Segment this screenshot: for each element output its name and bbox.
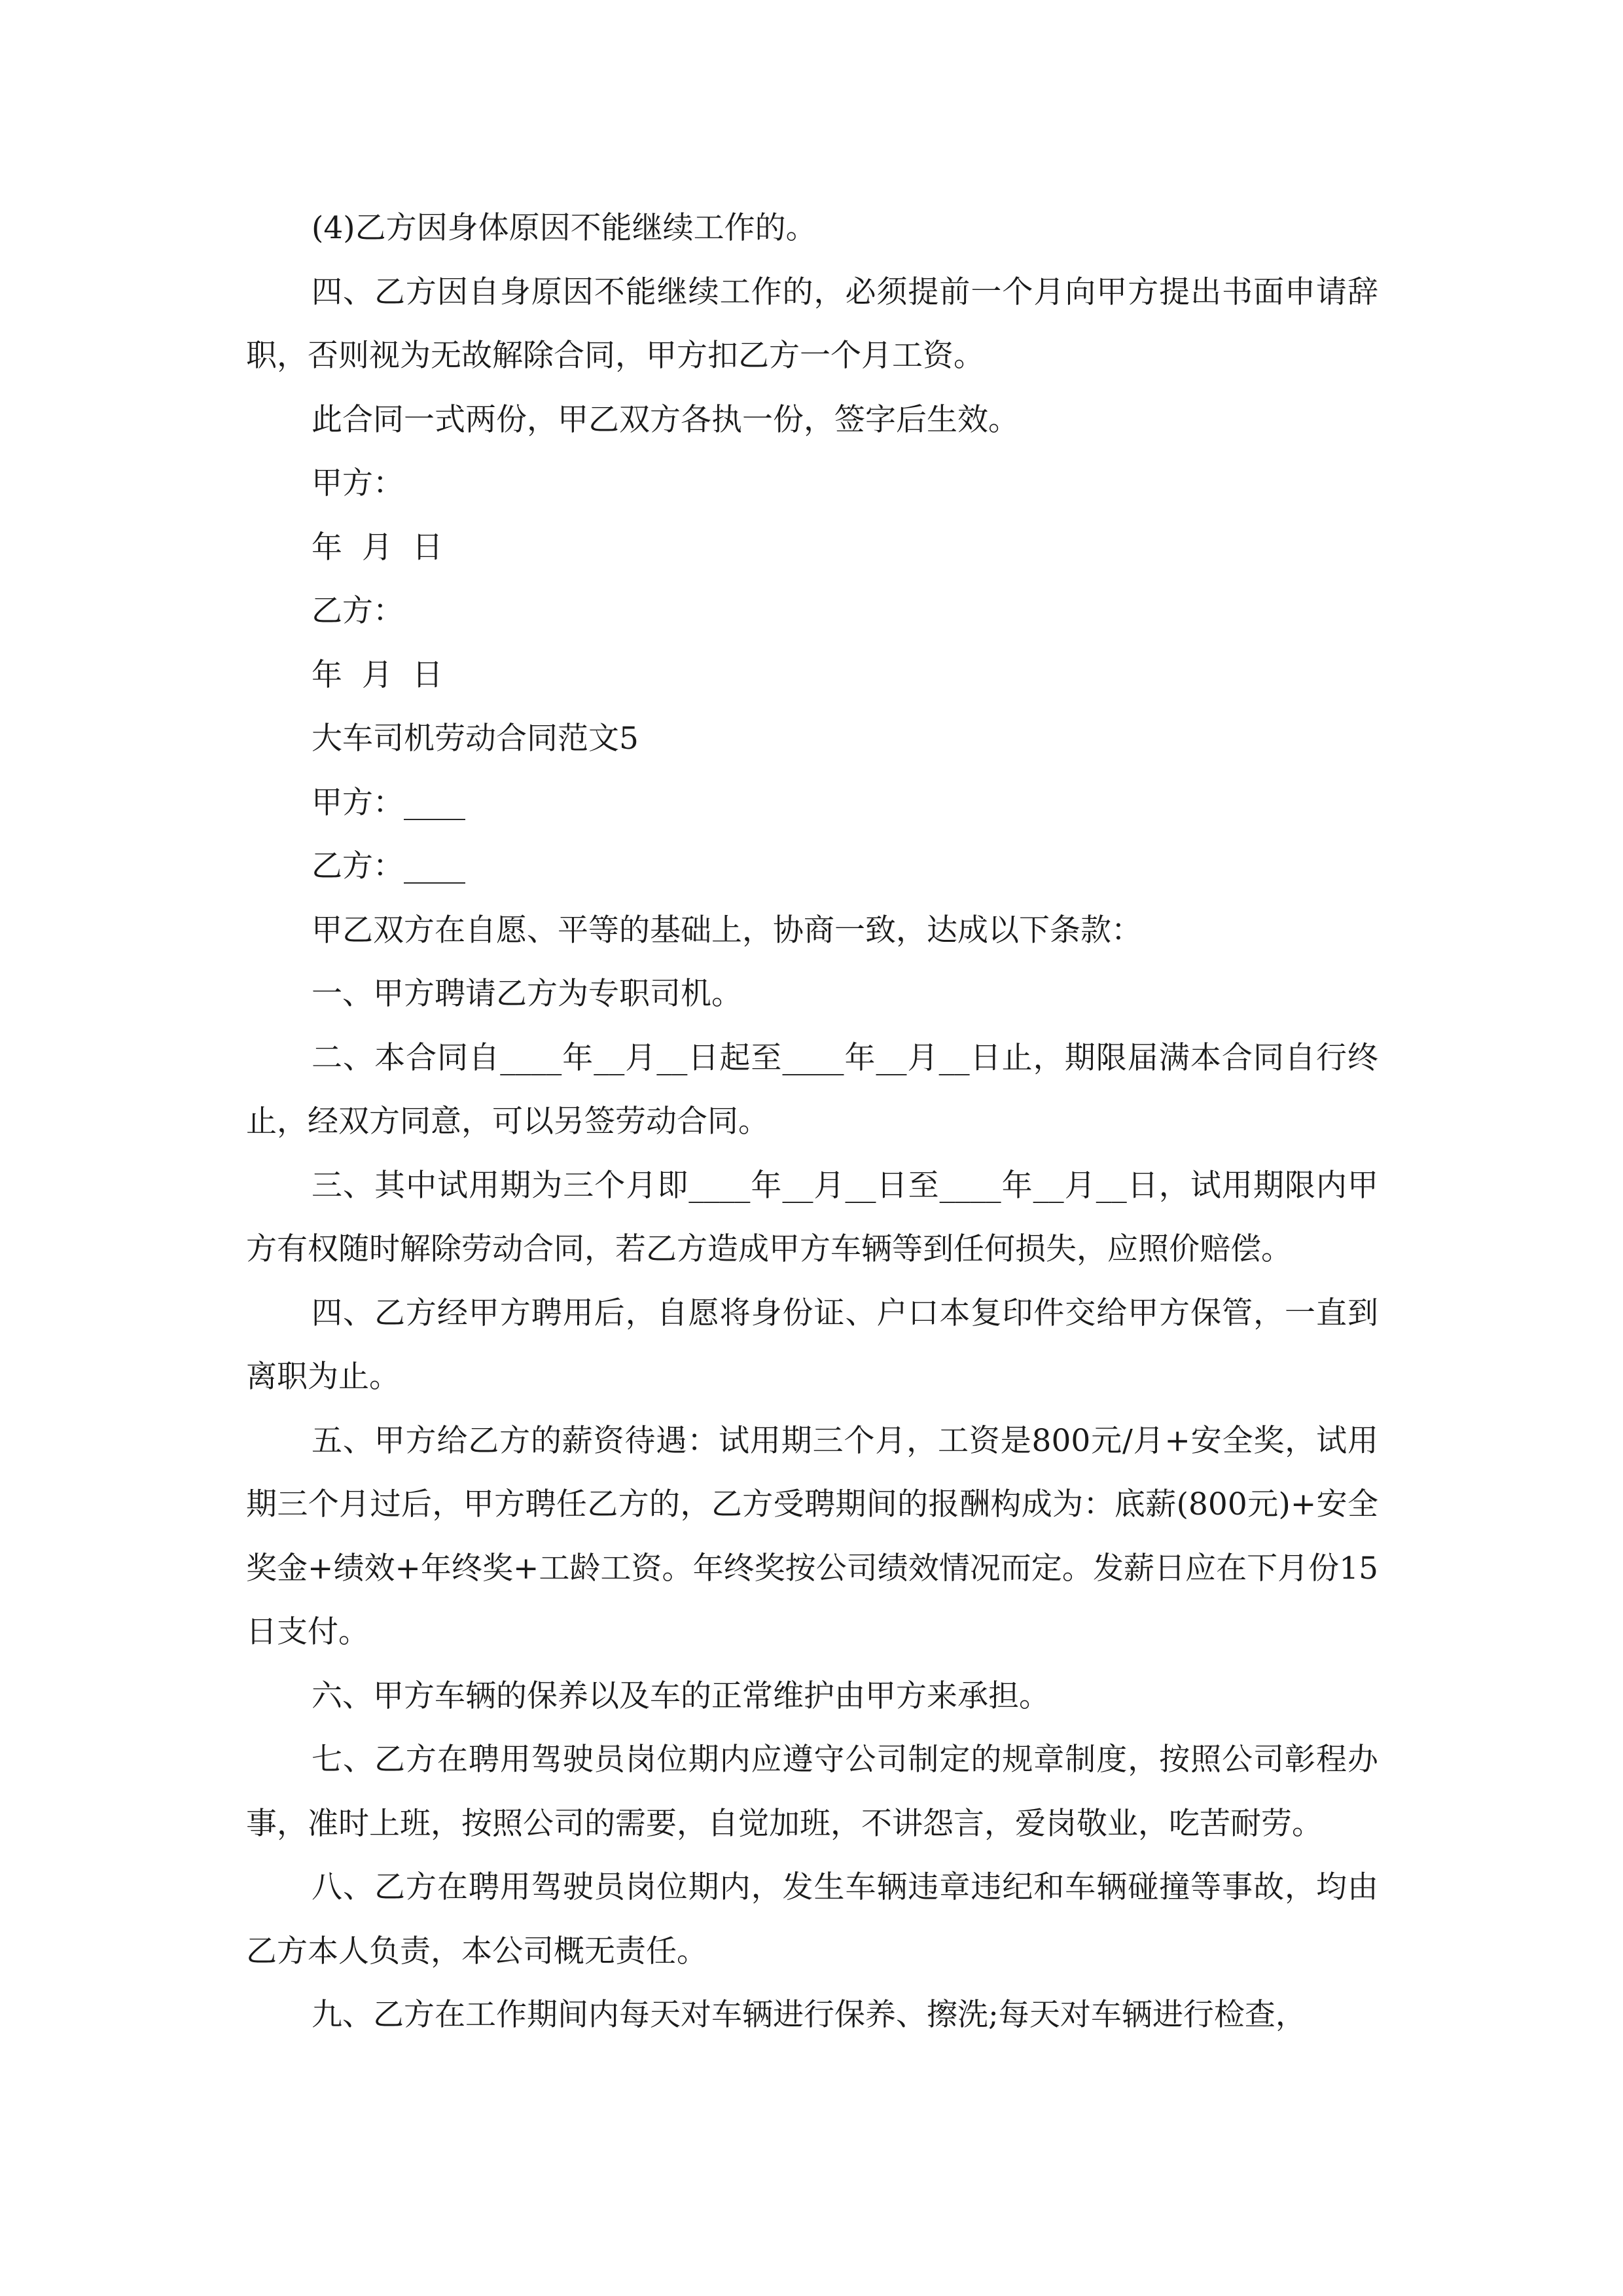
document-body [246, 196, 1378, 2047]
clause-1: 一、甲方聘请乙方为专职司机。 [312, 976, 742, 1012]
clause-8: 八、乙方在聘用驾驶员岗位期内，发生车辆违章违纪和车辆碰撞等事故，均由乙方本人负责，本公司概无责任。 [246, 1869, 1378, 1969]
section-title: 大车司机劳动合同范文5 [312, 721, 639, 757]
clause-3: 三、其中试用期为三个月即____年__月__日至____年__月__日，试用期限内甲方有权随时解除劳动合同，若乙方造成甲方车辆等到任何损失，应照价赔偿。 [246, 1167, 1378, 1267]
paragraph-contract-copies: 此合同一式两份，甲乙双方各执一份，签字后生效。 [312, 401, 1019, 438]
paragraph-clause-four-resignation: 四、乙方因自身原因不能继续工作的，必须提前一个月向甲方提出书面申请辞职，否则视为无故解除合同，甲方扣乙方一个月工资。 [246, 274, 1378, 374]
clause-5: 五、甲方给乙方的薪资待遇：试用期三个月，工资是800元/月+安全奖，试用期三个月过后，甲方聘任乙方的，乙方受聘期间的报酬构成为：底薪(800元)+安全奖金+绩效+年终奖+工龄工资。年终奖按公司绩效情况而定。发薪日应在下月份15日支付。 [246, 1422, 1378, 1650]
paragraph-clause-4-item: (4)乙方因身体原因不能继续工作的。 [312, 210, 817, 246]
party-b-signature-label: 乙方： [312, 593, 404, 629]
clause-7: 七、乙方在聘用驾驶员岗位期内应遵守公司制定的规章制度，按照公司彰程办事，准时上班，按照公司的需要，自觉加班，不讲怨言，爱岗敬业，吃苦耐劳。 [246, 1742, 1378, 1842]
clause-4: 四、乙方经甲方聘用后，自愿将身份证、户口本复印件交给甲方保管，一直到离职为止。 [246, 1295, 1378, 1395]
party-b-date-line: 年 月 日 [312, 656, 443, 693]
clause-9: 九、乙方在工作期间内每天对车辆进行保养、擦洗;每天对车辆进行检查， [312, 1997, 1306, 2033]
party-a-field: 甲方：____ [312, 784, 465, 821]
party-b-field: 乙方：____ [312, 848, 465, 884]
party-a-date-line: 年 月 日 [312, 529, 443, 565]
clause-2: 二、本合同自____年__月__日起至____年__月__日止，期限届满本合同自行终止，经双方同意，可以另签劳动合同。 [246, 1039, 1378, 1139]
clause-6: 六、甲方车辆的保养以及车的正常维护由甲方来承担。 [312, 1677, 1050, 1714]
paragraph-preamble: 甲乙双方在自愿、平等的基础上，协商一致，达成以下条款： [312, 912, 1142, 948]
party-a-signature-label: 甲方： [312, 465, 404, 501]
